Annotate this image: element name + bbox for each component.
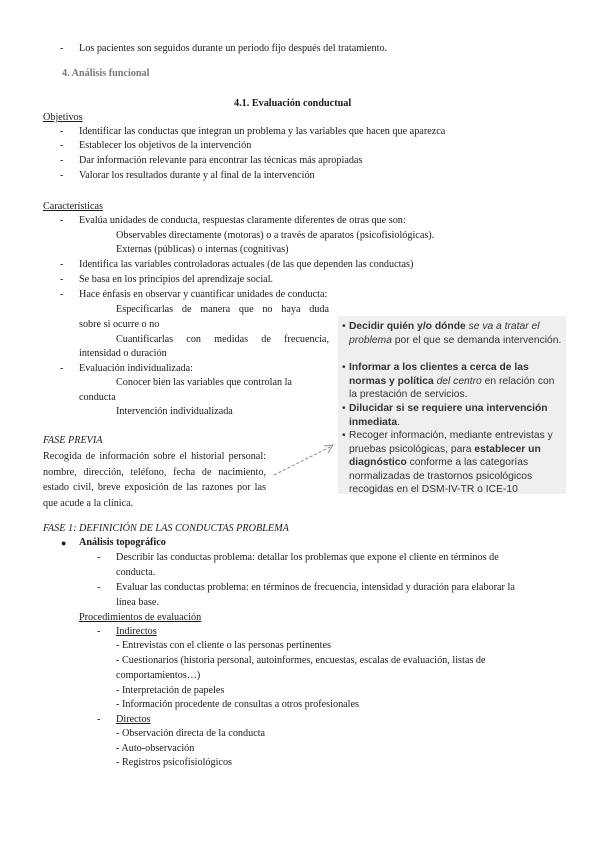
box-item-informar bbox=[349, 361, 563, 402]
box-item-text: . bbox=[397, 416, 400, 428]
objetivos-heading: Objetivos bbox=[43, 112, 83, 123]
dash-marker: - bbox=[97, 714, 101, 725]
box-item-strong: Informar a los clientes a cerca de las normas y política bbox=[349, 362, 529, 387]
box-item-italic: del centro bbox=[433, 375, 482, 387]
procedimientos-heading: Procedimientos de evaluación bbox=[79, 612, 202, 623]
indirecto-item-cont: comportamientos…) bbox=[116, 670, 201, 681]
evaluar-line-cont: línea base. bbox=[116, 597, 159, 608]
describir-line-cont: conducta. bbox=[116, 567, 156, 578]
fase-1-heading: FASE 1: DEFINICIÓN DE LAS CONDUCTAS PROBLEMA bbox=[43, 523, 289, 534]
dash-marker: - bbox=[97, 582, 101, 593]
box-item-strong: Decidir quién y/o dónde bbox=[349, 321, 466, 332]
caract-basa: - Se basa en los principios del aprendizaje social. bbox=[79, 273, 273, 287]
bullet-dot-icon: ● bbox=[61, 538, 67, 548]
section-4-1-title: 4.1. Evaluación conductual bbox=[234, 98, 352, 109]
box-item-recoger bbox=[349, 429, 563, 497]
box-bullet: • bbox=[342, 430, 346, 441]
section-4-heading: 4. Análisis funcional bbox=[62, 68, 150, 79]
dashed-arrow-icon bbox=[270, 440, 340, 480]
directo-item: - Registros psicofisiológicos bbox=[116, 757, 233, 768]
directo-item: - Observación directa de la conducta bbox=[116, 728, 266, 739]
describir-line: Describir las conductas problema: detallar los problemas que expone el cliente en términos de bbox=[116, 552, 499, 563]
dash-marker: - bbox=[97, 552, 101, 563]
caract-individual: - Evaluación individualizada: bbox=[79, 362, 193, 376]
caract-individual-sub-cont: conducta bbox=[79, 392, 116, 403]
caract-individual-sub: Conocer bien las variables que controlan la bbox=[116, 377, 292, 388]
caract-evalua: - Evalúa unidades de conducta, respuestas claramente diferentes de otras que son: bbox=[79, 214, 406, 228]
caracteristicas-heading: Características bbox=[43, 201, 103, 212]
directo-item: - Auto-observación bbox=[116, 743, 195, 754]
box-item-text: en relación con la prestación de servicios. bbox=[349, 375, 555, 401]
caract-identifica: - Identifica las variables controladoras actuales (de las que dependen las conductas) bbox=[79, 258, 413, 272]
box-bullet: • bbox=[342, 321, 346, 332]
indirecto-item: - Cuestionarios (historia personal, autoinformes, encuestas, escalas de evaluación, listas de bbox=[116, 655, 486, 666]
indirecto-item: - Información procedente de consultas a otros profesionales bbox=[116, 699, 359, 710]
evaluar-line: Evaluar las conductas problema: en términos de frecuencia, intensidad y duración para elaborar la bbox=[116, 582, 515, 593]
indirecto-item: - Interpretación de papeles bbox=[116, 685, 225, 696]
box-item-strong: establecer un diagnóstico bbox=[349, 443, 541, 469]
box-item-italic: se va a tratar el problema bbox=[349, 321, 540, 346]
fase-previa-summary-box bbox=[338, 316, 566, 494]
box-item-text: conforme a las categorías normalizadas de trastornos psicológicos recogidas en el DSM-IV-TR o ICE-10 bbox=[349, 457, 533, 496]
objetivo-item: - Valorar los resultados durante y al final de la intervención bbox=[79, 169, 315, 183]
top-bullet: - Los pacientes son seguidos durante un periodo fijo después del tratamiento. bbox=[79, 42, 387, 56]
caract-enfasis-sub-cont: sobre si ocurre o no bbox=[79, 319, 160, 330]
caract-enfasis-sub-cont: intensidad o duración bbox=[79, 348, 167, 359]
indirecto-item: - Entrevistas con el cliente o las personas pertinentes bbox=[116, 640, 331, 651]
box-item-strong: Dilucidar si se requiere una intervención inmediata bbox=[349, 403, 548, 428]
objetivo-item: - Establecer los objetivos de la intervención bbox=[79, 139, 251, 153]
fase-previa-heading: FASE PREVIA bbox=[43, 435, 103, 446]
box-item-decidir bbox=[349, 320, 563, 347]
analisis-topografico: Análisis topográfico bbox=[79, 537, 166, 548]
caract-enfasis-sub: Cuantificarlas con medidas de frecuencia, bbox=[116, 334, 329, 345]
box-bullet: • bbox=[342, 403, 346, 414]
objetivo-item: - Dar información relevante para encontrar las técnicas más apropiadas bbox=[79, 154, 362, 168]
box-item-text: Recoger información, mediante entrevistas y pruebas psicológicas, para bbox=[349, 430, 553, 455]
caract-evalua-sub: Externas (públicas) o internas (cognitivas) bbox=[116, 244, 289, 255]
caract-enfasis-sub: Especificarlas de manera que no haya duda bbox=[116, 304, 329, 315]
dash-marker: - bbox=[97, 626, 101, 637]
indirectos-heading: Indirectos bbox=[116, 626, 157, 637]
caract-individual-sub: Intervención individualizada bbox=[116, 406, 233, 417]
box-item-dilucidar bbox=[349, 402, 563, 429]
directos-heading: Directos bbox=[116, 714, 151, 725]
box-bullet: • bbox=[342, 362, 346, 373]
caract-enfasis: - Hace énfasis en observar y cuantificar unidades de conducta: bbox=[79, 288, 327, 302]
box-item-text: por el que se demanda intervención. bbox=[391, 334, 562, 346]
fase-previa-text: Recogida de información sobre el historial personal: nombre, dirección, teléfono, fecha de nacimiento, estado civil, breve exposición de las razones por las que acude a la clínica. bbox=[43, 451, 266, 509]
objetivo-item: - Identificar las conductas que integran un problema y las variables que hacen que aparezca bbox=[79, 125, 445, 139]
caract-evalua-sub: Observables directamente (motoras) o a través de aparatos (psicofisiológicas). bbox=[116, 230, 435, 241]
